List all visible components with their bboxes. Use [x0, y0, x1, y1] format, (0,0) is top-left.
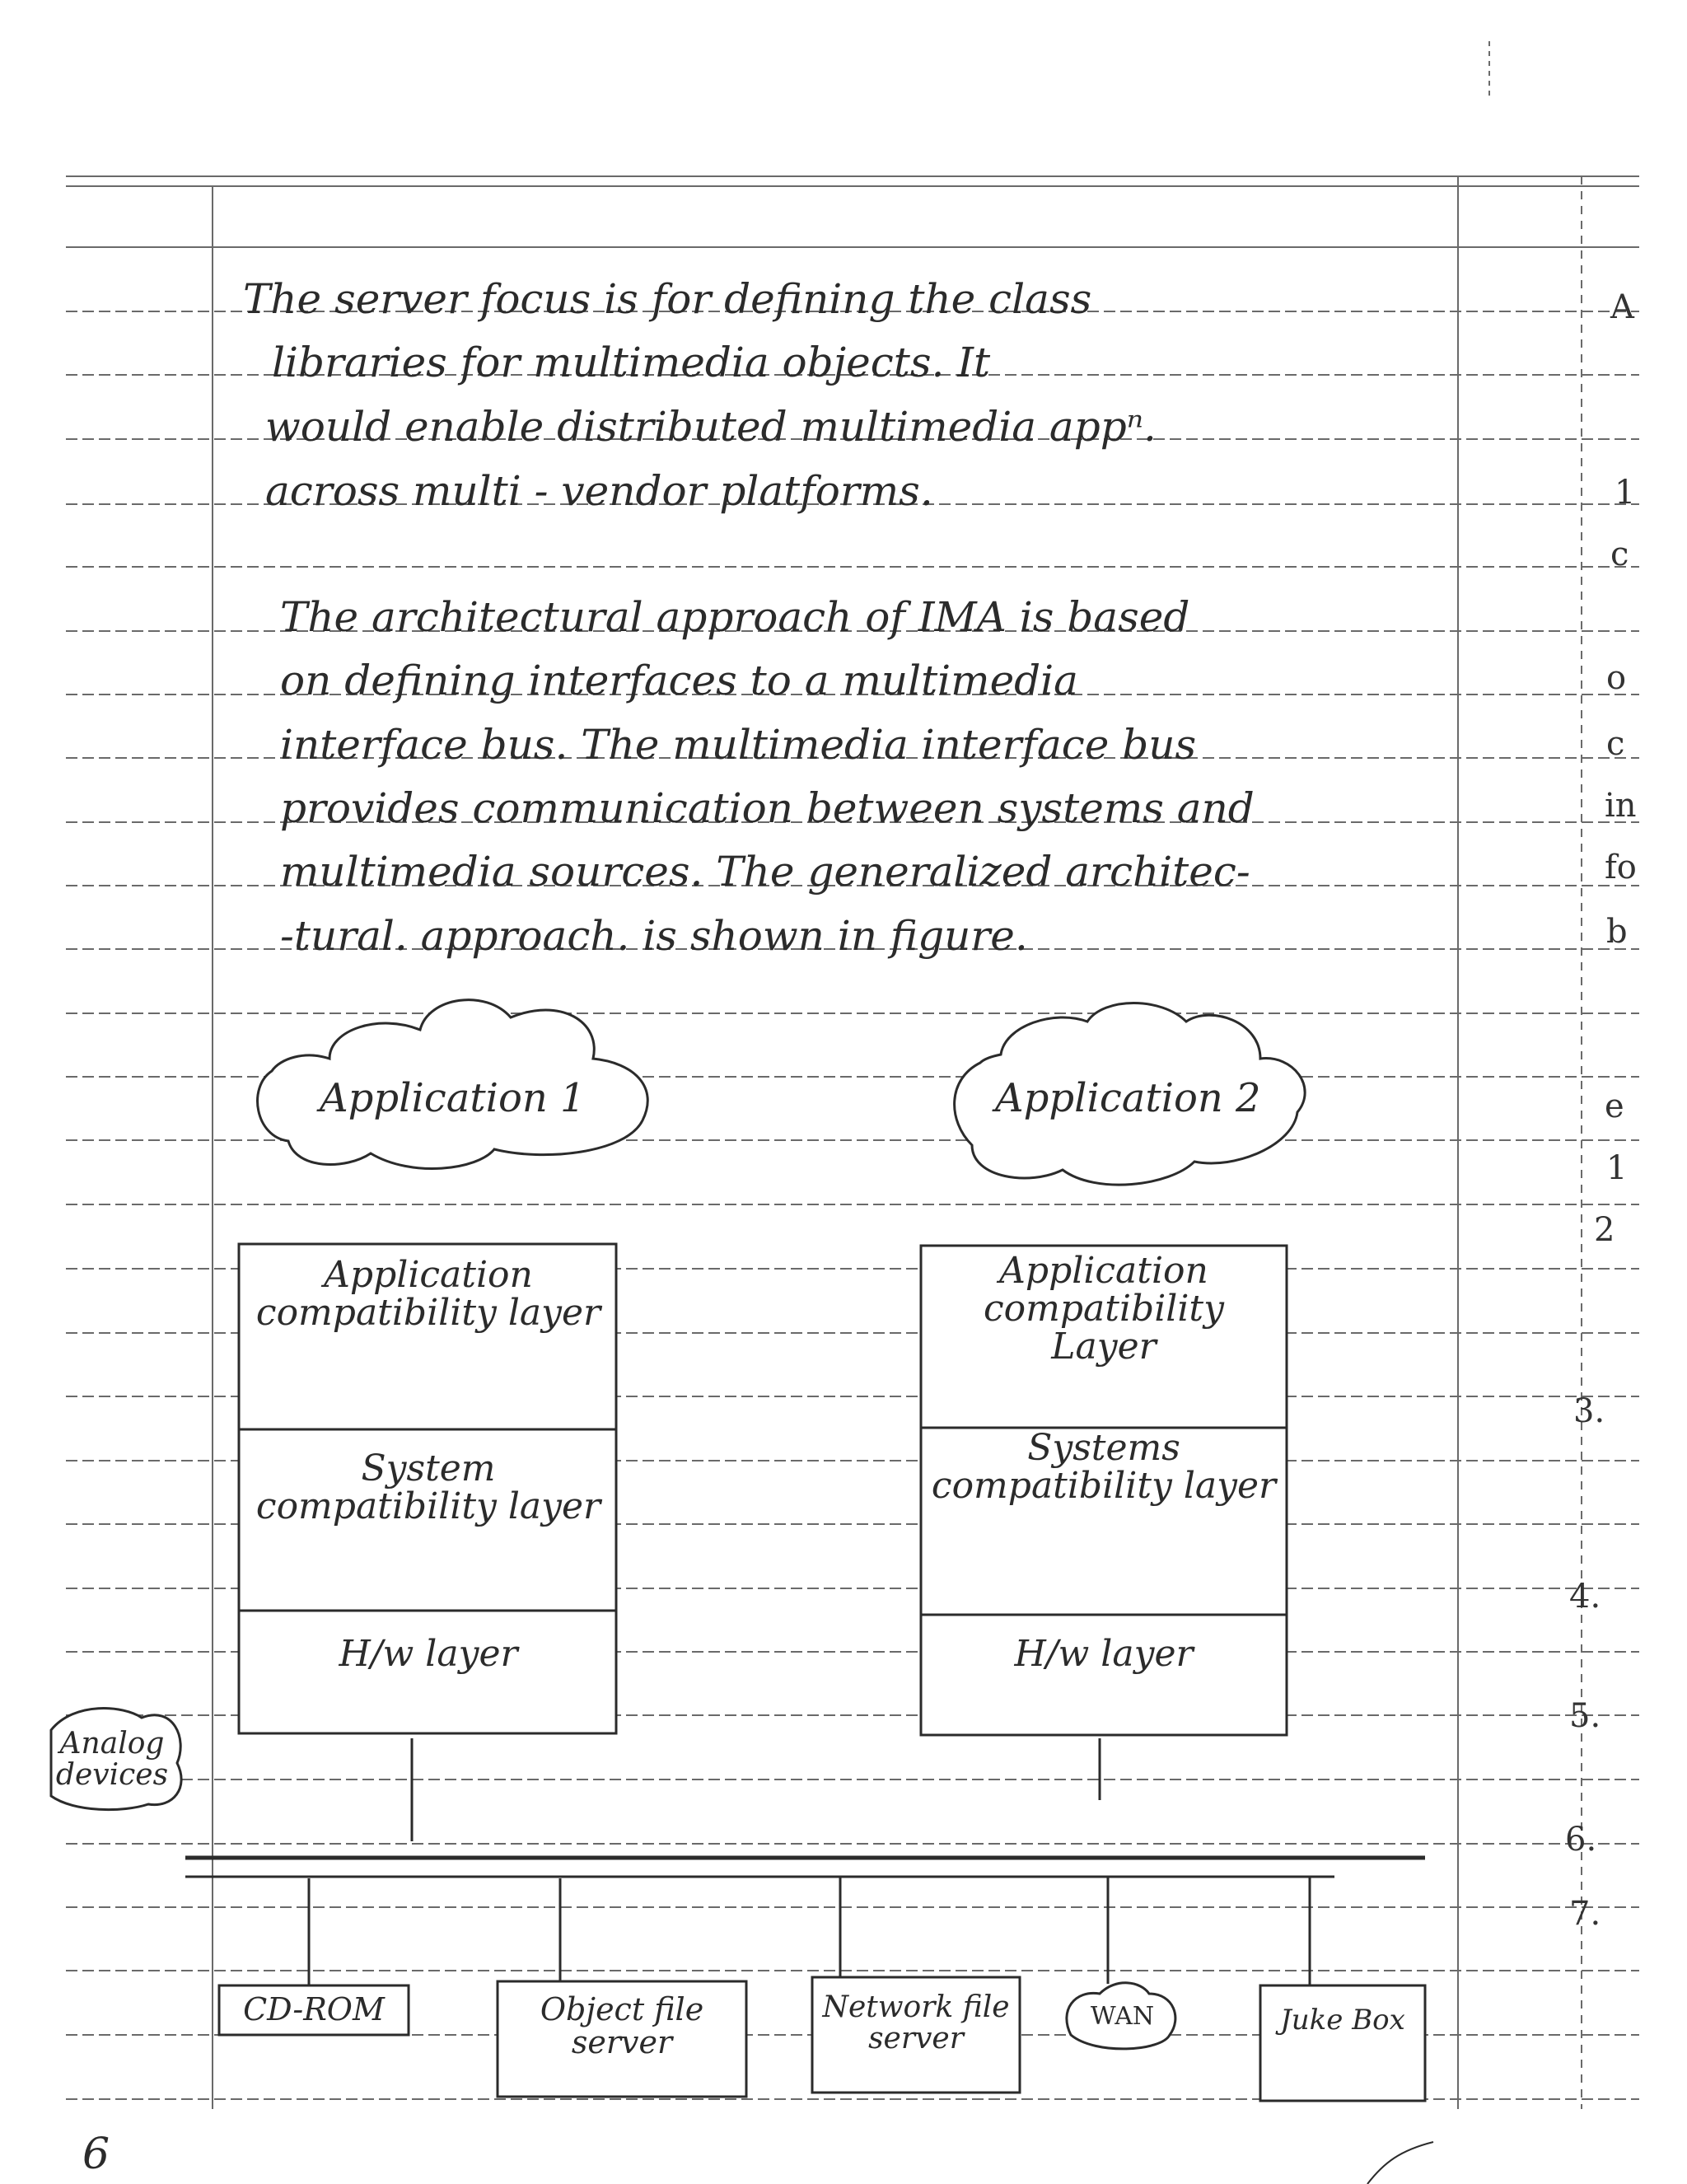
page-number: 6: [82, 2130, 110, 2179]
margin-mark-num7: 7.: [1569, 1895, 1601, 1933]
cloud-label-application-1: Application 1: [320, 1075, 586, 1121]
para2-line-5: multimedia sources. The generalized architec-: [280, 848, 1250, 896]
margin-mark-num2: 2: [1594, 1211, 1615, 1249]
margin-mark-b: b: [1606, 913, 1628, 951]
margin-mark-a: A: [1610, 288, 1634, 326]
cloud-label-application-2: Application 2: [995, 1075, 1261, 1121]
stack-2-system-layer: Systems compatibility layer: [931, 1427, 1277, 1508]
device-label-jukebox: Juke Box: [1280, 2004, 1405, 2037]
margin-mark-o: o: [1606, 659, 1627, 697]
margin-mark-num1: 1: [1606, 1149, 1628, 1187]
stack-2-hw-layer: H/w layer: [1014, 1633, 1194, 1675]
margin-mark-c1: c: [1610, 535, 1629, 573]
stack-1-hw-layer: H/w layer: [339, 1633, 518, 1675]
device-label-network-file-server: Network file server: [822, 1990, 1010, 2055]
para1-line-4: across multi - vendor platforms.: [265, 467, 933, 515]
device-label-object-file-server: Object file server: [540, 1991, 704, 2060]
para2-line-4: provides communication between systems and: [280, 784, 1255, 832]
para2-line-1: The architectural approach of IMA is based: [280, 593, 1190, 641]
margin-mark-fo: fo: [1605, 849, 1637, 886]
stack-1-application-layer: Application compatibility layer: [255, 1254, 601, 1335]
device-box-jukebox: [1260, 1985, 1425, 2101]
margin-mark-num6: 6.: [1565, 1821, 1597, 1859]
device-label-wan: WAN: [1090, 2002, 1155, 2031]
margin-mark-1: 1: [1615, 474, 1636, 512]
margin-mark-c2: c: [1606, 725, 1625, 763]
stack-2-application-layer: Application compatibility Layer: [984, 1250, 1224, 1368]
device-label-cdrom: CD-ROM: [243, 1991, 385, 2027]
para2-line-2: on defining interfaces to a multimedia: [280, 657, 1078, 704]
margin-mark-num5: 5.: [1569, 1697, 1601, 1735]
para1-line-3: would enable distributed multimedia appⁿ.: [265, 403, 1157, 451]
margin-mark-in: in: [1605, 787, 1637, 825]
para1-line-1: The server focus is for defining the class: [243, 275, 1092, 323]
stack-1-system-layer: System compatibility layer: [255, 1447, 601, 1528]
analog-devices-label: Analog devices: [55, 1727, 169, 1792]
margin-mark-num4: 4.: [1569, 1578, 1601, 1616]
margin-mark-e: e: [1605, 1087, 1624, 1125]
para1-line-2: libraries for multimedia objects. It: [272, 339, 991, 386]
para2-line-3: interface bus. The multimedia interface bus: [280, 721, 1197, 769]
para2-line-6: -tural. approach. is shown in figure.: [280, 912, 1028, 960]
margin-mark-num3: 3.: [1573, 1392, 1605, 1430]
